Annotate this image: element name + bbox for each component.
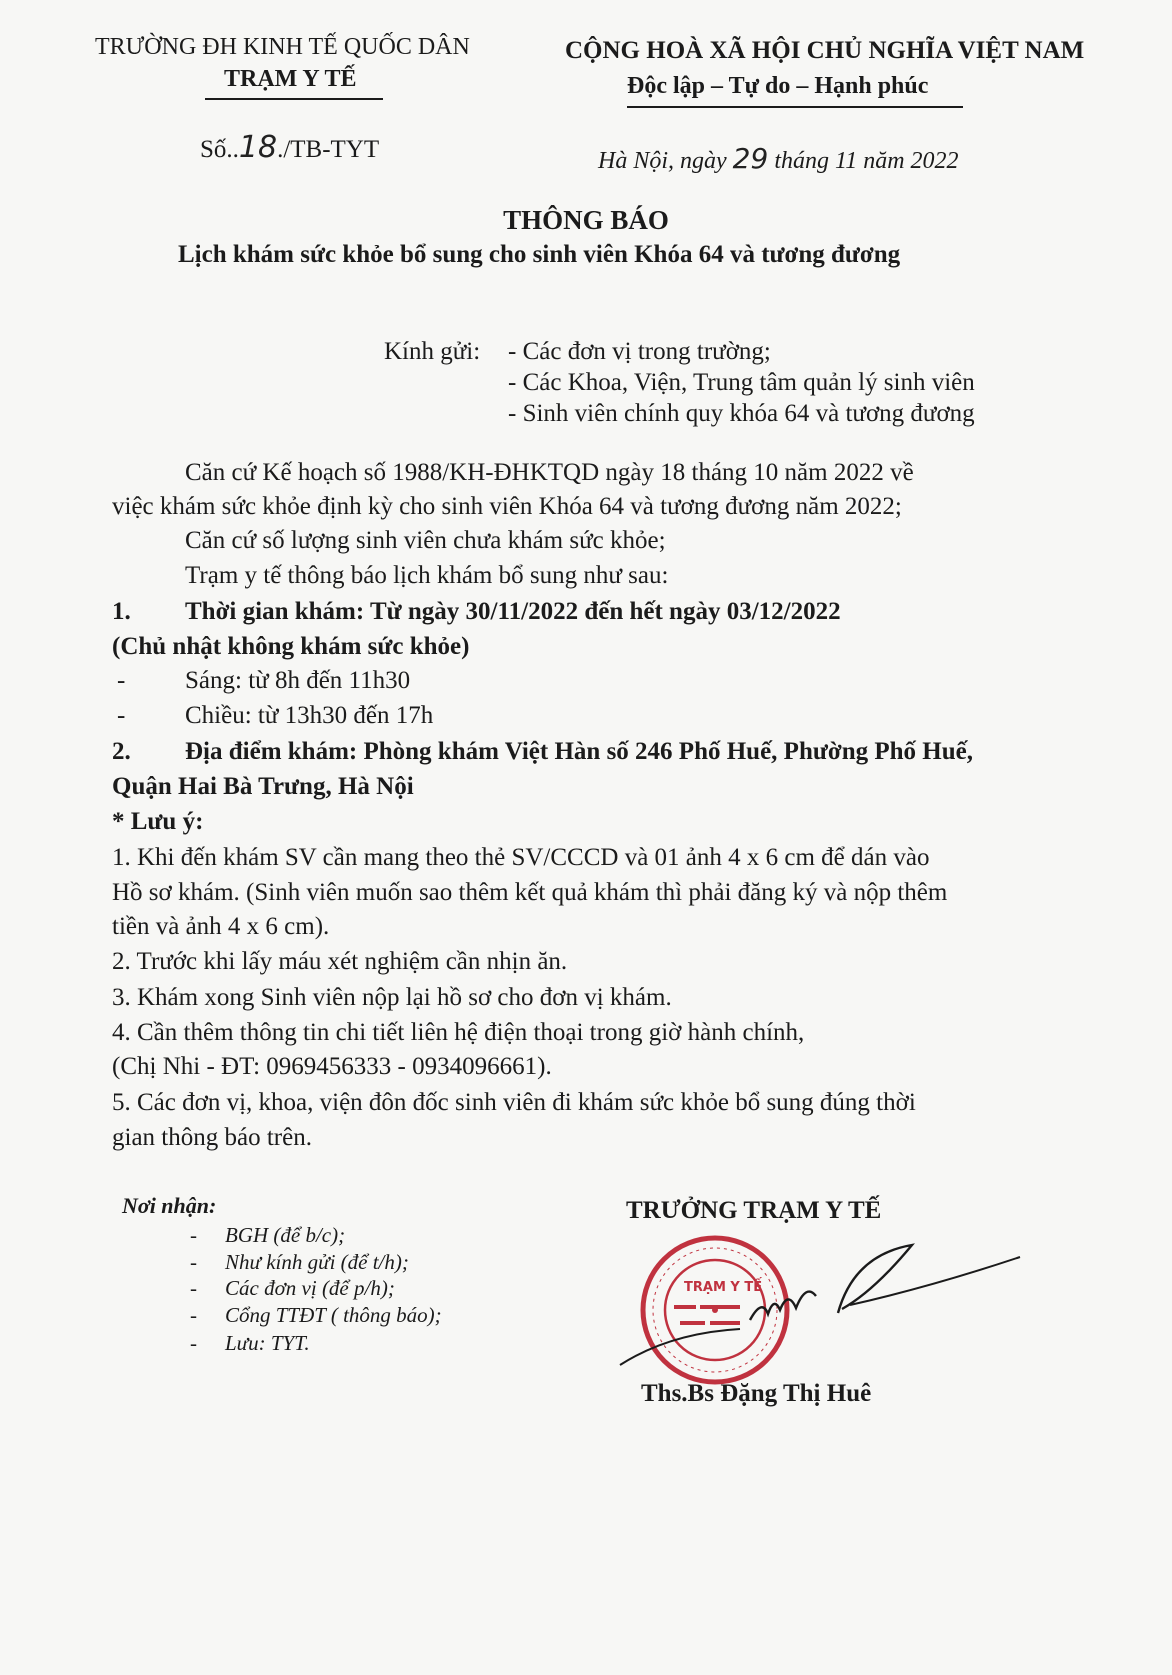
recipient-dash: - (190, 1303, 197, 1327)
document-date (598, 142, 959, 175)
addressee-label: Kính gửi: (384, 338, 481, 365)
nation-motto: Độc lập – Tự do – Hạnh phúc (627, 73, 929, 99)
org-name: TRƯỜNG ĐH KINH TẾ QUỐC DÂN (95, 34, 470, 60)
org-unit: TRẠM Y TẾ (224, 66, 357, 92)
note-1: 1. Khi đến khám SV cần mang theo thẻ SV/CCCD và 01 ảnh 4 x 6 cm để dán vào (112, 844, 930, 871)
section-2-number: 2. (112, 738, 131, 765)
notes-label: * Lưu ý: (112, 808, 204, 835)
schedule-morning: Sáng: từ 8h đến 11h30 (185, 667, 411, 694)
note-2: 2. Trước khi lấy máu xét nghiệm cần nhịn ăn. (112, 948, 568, 975)
recipient-dash: - (190, 1276, 197, 1300)
nation-title: CỘNG HOÀ XÃ HỘI CHỦ NGHĨA VIỆT NAM (565, 37, 1085, 64)
stamp-text: TRẠM Y TẾ (684, 1280, 763, 1295)
recipient-dash: - (190, 1250, 197, 1274)
motto-underline (627, 106, 963, 108)
addressee-item: - Các Khoa, Viện, Trung tâm quản lý sinh viên (508, 369, 975, 396)
recipient-item: Cổng TTĐT ( thông báo); (225, 1303, 442, 1327)
note-4-contact: (Chị Nhi - ĐT: 0969456333 - 0934096661). (112, 1053, 552, 1080)
stamp-and-signature (600, 1225, 1040, 1385)
recipient-dash: - (190, 1331, 197, 1355)
addressee-item: - Các đơn vị trong trường; (508, 338, 771, 365)
date-prefix: Hà Nội, ngày (598, 148, 727, 174)
date-suffix: tháng 11 năm 2022 (774, 148, 959, 174)
recipient-item: Lưu: TYT. (225, 1331, 310, 1355)
paragraph-basis-1: Căn cứ Kế hoạch số 1988/KH-ĐHKTQD ngày 18 tháng 10 năm 2022 về (185, 459, 914, 486)
date-day-handwritten: 29 (732, 142, 769, 175)
recipient-item: Như kính gửi (để t/h); (225, 1250, 409, 1274)
signer-name: Ths.Bs Đặng Thị Huê (641, 1380, 872, 1407)
paragraph-basis-2: Căn cứ số lượng sinh viên chưa khám sức khỏe; (185, 527, 666, 554)
number-prefix: Số.. (200, 136, 239, 163)
section-1-time: Thời gian khám: Từ ngày 30/11/2022 đến hết ngày 03/12/2022 (185, 598, 841, 625)
section-2-location-cont: Quận Hai Bà Trưng, Hà Nội (112, 773, 414, 800)
number-suffix: ./TB-TYT (277, 136, 380, 163)
addressee-item: - Sinh viên chính quy khóa 64 và tương đương (508, 400, 975, 427)
note-3: 3. Khám xong Sinh viên nộp lại hồ sơ cho đơn vị khám. (112, 984, 672, 1011)
note-1-cont: tiền và ảnh 4 x 6 cm). (112, 913, 330, 940)
note-5-cont: gian thông báo trên. (112, 1124, 312, 1151)
paragraph-announce: Trạm y tế thông báo lịch khám bổ sung như sau: (185, 562, 669, 589)
number-handwritten: 18 (238, 130, 278, 165)
signer-position: TRƯỞNG TRẠM Y TẾ (626, 1197, 882, 1224)
note-1-cont: Hồ sơ khám. (Sinh viên muốn sao thêm kết quả khám thì phải đăng ký và nộp thêm (112, 879, 948, 906)
recipient-item: BGH (để b/c); (225, 1223, 346, 1247)
paragraph-basis-1-cont: việc khám sức khỏe định kỳ cho sinh viên Khóa 64 và tương đương năm 2022; (112, 493, 902, 520)
recipient-dash: - (190, 1223, 197, 1247)
document-subtitle: Lịch khám sức khỏe bổ sung cho sinh viên Khóa 64 và tương đương (178, 241, 901, 268)
section-1-note: (Chủ nhật không khám sức khỏe) (112, 633, 470, 660)
note-5: 5. Các đơn vị, khoa, viện đôn đốc sinh viên đi khám sức khỏe bổ sung đúng thời (112, 1089, 916, 1116)
recipients-label: Nơi nhận: (122, 1193, 217, 1218)
org-underline (205, 98, 383, 100)
document-title: THÔNG BÁO (503, 205, 669, 235)
note-4: 4. Cần thêm thông tin chi tiết liên hệ điện thoại trong giờ hành chính, (112, 1019, 805, 1046)
section-2-location: Địa điểm khám: Phòng khám Việt Hàn số 246 Phố Huế, Phường Phố Huế, (185, 738, 973, 765)
recipient-item: Các đơn vị (để p/h); (225, 1276, 395, 1300)
bullet-dash: - (117, 667, 126, 694)
section-1-number: 1. (112, 598, 131, 625)
schedule-afternoon: Chiều: từ 13h30 đến 17h (185, 702, 434, 729)
bullet-dash: - (117, 702, 126, 729)
document-number (200, 130, 379, 165)
